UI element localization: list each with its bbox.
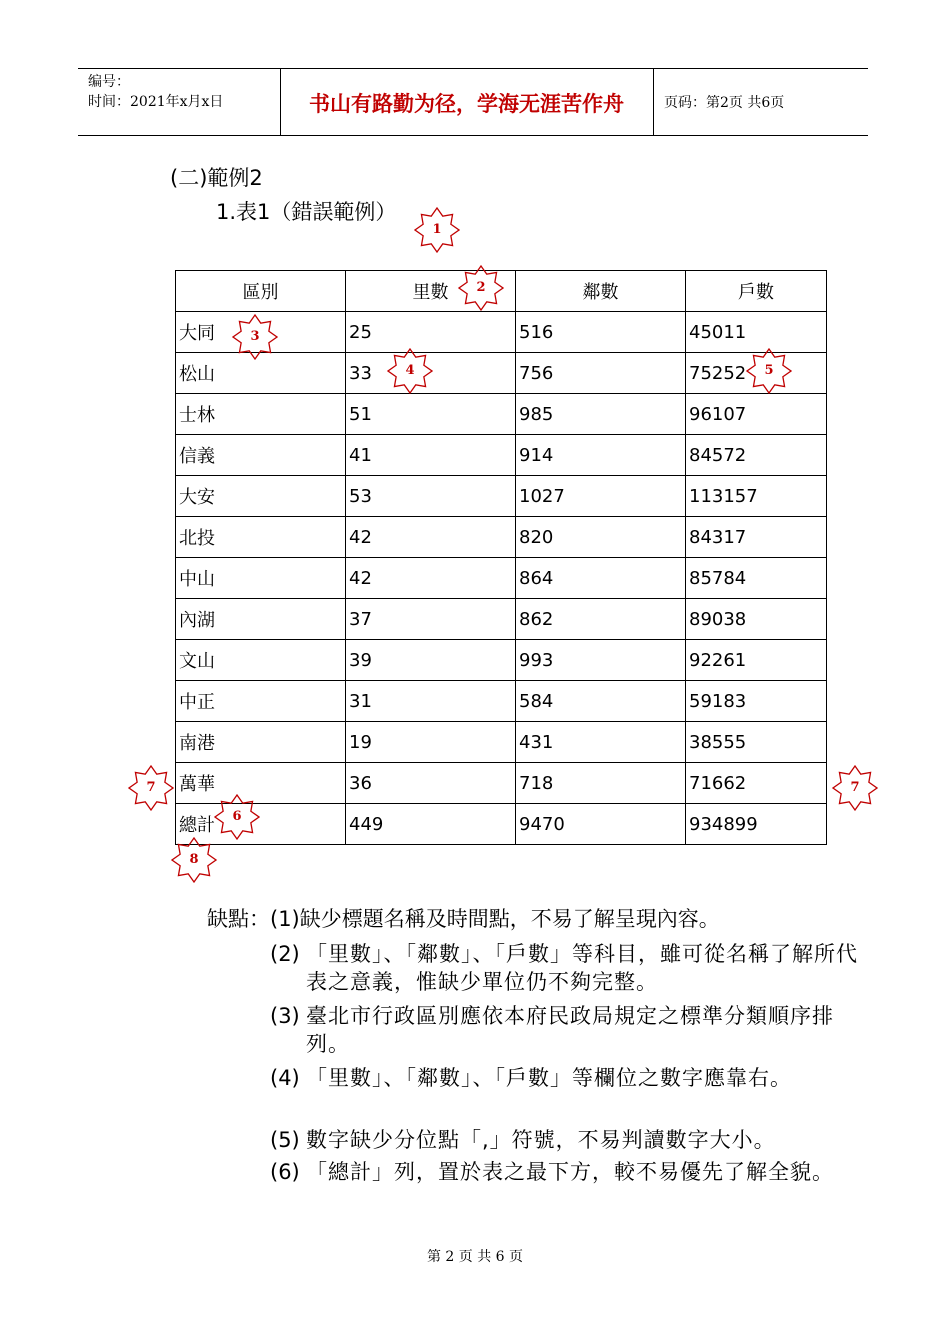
cell: 85784 <box>686 558 827 599</box>
cell: 516 <box>516 312 686 353</box>
cell: 北投 <box>176 517 346 558</box>
cell: 993 <box>516 640 686 681</box>
cell: 41 <box>346 435 516 476</box>
header-time-label: 时间：2021年x月x日 <box>88 94 224 110</box>
note-text: 「總計」列，置於表之最下方，較不易優先了解全貌。 <box>306 1160 834 1184</box>
note-num: (4) <box>270 1066 300 1090</box>
cell: 25 <box>346 312 516 353</box>
cell: 59183 <box>686 681 827 722</box>
cell: 51 <box>346 394 516 435</box>
cell: 大安 <box>176 476 346 517</box>
annotation-star-7-left: 7 <box>128 765 174 811</box>
annotation-star-7-right: 7 <box>832 765 878 811</box>
cell: 75252 <box>686 353 827 394</box>
annotation-star-6: 6 <box>214 794 260 840</box>
header-meta <box>88 72 223 112</box>
table-row <box>176 640 827 681</box>
cell: 756 <box>516 353 686 394</box>
cell: 萬華 <box>176 763 346 804</box>
table-row <box>176 681 827 722</box>
cell: 84317 <box>686 517 827 558</box>
cell: 45011 <box>686 312 827 353</box>
cell: 431 <box>516 722 686 763</box>
annotation-star-2: 2 <box>458 265 504 311</box>
cell: 中山 <box>176 558 346 599</box>
annotation-star-3: 3 <box>232 314 278 360</box>
section-title: (二)範例2 <box>170 166 263 190</box>
cell: 53 <box>346 476 516 517</box>
cell: 71662 <box>686 763 827 804</box>
cell: 士林 <box>176 394 346 435</box>
cell: 42 <box>346 558 516 599</box>
cell: 33 <box>346 353 516 394</box>
table-row <box>176 476 827 517</box>
table-row <box>176 435 827 476</box>
header-bottom-rule <box>78 135 868 136</box>
note-num: (5) <box>270 1128 300 1152</box>
note-num: (6) <box>270 1160 300 1184</box>
header-cell-li: 里數 <box>346 271 516 312</box>
cell: 39 <box>346 640 516 681</box>
note-num: (1) <box>270 907 300 931</box>
header-cell-district: 區別 <box>176 271 346 312</box>
cell: 718 <box>516 763 686 804</box>
annotation-star-4: 4 <box>387 348 433 394</box>
cell: 89038 <box>686 599 827 640</box>
note-text: 臺北市行政區別應依本府民政局規定之標準分類順序排列。 <box>306 1004 834 1056</box>
header-cell-lin: 鄰數 <box>516 271 686 312</box>
cell: 信義 <box>176 435 346 476</box>
table-row <box>176 558 827 599</box>
cell: 985 <box>516 394 686 435</box>
header-divider-right <box>653 68 654 135</box>
cell: 820 <box>516 517 686 558</box>
cell: 文山 <box>176 640 346 681</box>
table-row <box>176 722 827 763</box>
cell: 42 <box>346 517 516 558</box>
cell: 松山 <box>176 353 346 394</box>
annotation-star-1: 1 <box>414 207 460 253</box>
table-row <box>176 763 827 804</box>
cell: 大同 <box>176 312 346 353</box>
cell: 總計 <box>176 804 346 845</box>
cell: 449 <box>346 804 516 845</box>
annotation-star-5: 5 <box>746 348 792 394</box>
cell: 38555 <box>686 722 827 763</box>
cell: 914 <box>516 435 686 476</box>
annotation-star-8: 8 <box>171 837 217 883</box>
header-page-code: 页码：第2页 共6页 <box>664 95 785 111</box>
note-text: 「里數」、「鄰數」、「戶數」等科目，雖可從名稱了解所代表之意義，惟缺少單位仍不夠完整。 <box>306 942 858 994</box>
cell: 584 <box>516 681 686 722</box>
cell: 中正 <box>176 681 346 722</box>
header-motto: 书山有路勤为径，学海无涯苦作舟 <box>309 91 624 116</box>
notes-lead: 缺點： <box>207 907 270 931</box>
note-num: (3) <box>270 1004 300 1028</box>
note-text: 「里數」、「鄰數」、「戶數」等欄位之數字應靠右。 <box>306 1066 792 1090</box>
cell: 37 <box>346 599 516 640</box>
cell: 南港 <box>176 722 346 763</box>
table-row-total <box>176 804 827 845</box>
cell: 934899 <box>686 804 827 845</box>
cell: 19 <box>346 722 516 763</box>
cell: 9470 <box>516 804 686 845</box>
cell: 862 <box>516 599 686 640</box>
table-row <box>176 394 827 435</box>
subsection-title: 1.表1（錯誤範例） <box>216 200 397 224</box>
cell: 內湖 <box>176 599 346 640</box>
note-text: 缺少標題名稱及時間點，不易了解呈現內容。 <box>299 907 720 931</box>
cell: 96107 <box>686 394 827 435</box>
note-num: (2) <box>270 942 300 966</box>
page-footer: 第 2 页 共 6 页 <box>426 1249 524 1265</box>
header-top-rule <box>78 68 868 69</box>
cell: 113157 <box>686 476 827 517</box>
cell: 84572 <box>686 435 827 476</box>
table-row <box>176 517 827 558</box>
notes-first-line <box>207 905 720 933</box>
cell: 31 <box>346 681 516 722</box>
cell: 36 <box>346 763 516 804</box>
header-code-label: 编号： <box>88 74 130 90</box>
cell: 1027 <box>516 476 686 517</box>
cell: 864 <box>516 558 686 599</box>
table-row <box>176 599 827 640</box>
note-text: 數字缺少分位點「,」符號，不易判讀數字大小。 <box>306 1128 776 1152</box>
cell: 92261 <box>686 640 827 681</box>
header-cell-hu: 戶數 <box>686 271 827 312</box>
